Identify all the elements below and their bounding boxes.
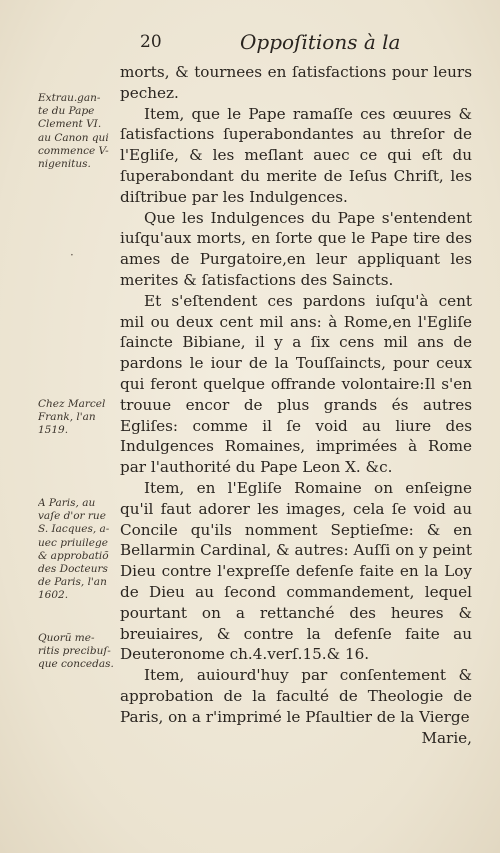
margin-note-marcel-frank (38, 398, 122, 438)
paragraph-3: Que les Indulgences du Pape s'entendent iuſqu'aux morts, en ſorte que le Pape tire des ames de Purgatoire,en leur appliquant les merites & ſatisfactions des Saincts. (120, 208, 472, 289)
paragraph-4: Et s'eſtendent ces pardons iuſqu'à cent mil ou deux cent mil ans: à Rome,en l'Egliſe ſaincte Bibiane, il y a ſix cens mil ans de pardons le iour de la Touſſaincts, pour ceux qui feront quelque offrande volontaire:Il s'en trouue encor de plus grands és autres Egliſes: comme il ſe void au liure des Indulgences Romaines, imprimées à Rome par l'authorité du Pape Leon X. &c. (120, 291, 472, 477)
paragraph-1: morts, & tournees en ſatisfactions pour leurs pechez. (120, 63, 472, 102)
margin-line: que concedas. (38, 658, 114, 671)
margin-note-paris (38, 497, 122, 603)
margin-note-quorum (38, 632, 122, 672)
running-head: Oppoſitions à la (240, 30, 401, 54)
margin-line: S. Iacques, a- (38, 523, 110, 536)
paragraph-2: Item, que le Pape ramaſſe ces œuures & ſatisfactions ſuperabondantes au threſor de l'Egliſe, & les meſlant auec ce qui eſt du ſuperabondant du merite de Ieſus Chriſt, les diſtribue par les Indulgences. (120, 104, 472, 206)
margin-line: de Paris, l'an (38, 576, 107, 589)
margin-line: te du Pape (38, 105, 95, 118)
margin-line: vaſe d'or rue (38, 510, 106, 523)
margin-line: 1602. (38, 589, 69, 602)
margin-line: Chez Marcel (38, 398, 106, 410)
margin-line: Extrau.gan- (38, 92, 101, 104)
margin-line: A Paris, au (38, 497, 96, 509)
margin-line: Quorũ me- (38, 632, 95, 644)
paragraph-6: Item, auiourd'huy par conſentement & approbation de la faculté de Theologie de Paris, on a r'imprimé le Pſaultier de la Vierge (120, 666, 472, 726)
body-text (120, 62, 472, 748)
margin-line: nigenitus. (38, 158, 91, 171)
margin-line: uec priuilege (38, 536, 108, 549)
margin-line: ritis precibuſ- (38, 645, 111, 658)
margin-line: Frank, l'an (38, 411, 96, 424)
margin-line: au Canon qui (38, 131, 109, 144)
margin-note-extravagante (38, 92, 122, 171)
margin-line: 1519. (38, 424, 69, 437)
margin-line: & approbatiõ (38, 549, 109, 562)
margin-mark: · (70, 248, 74, 262)
margin-line: des Docteurs (38, 563, 108, 576)
margin-line: Clement VI. (38, 118, 102, 131)
margin-line: commence V- (38, 144, 109, 157)
page-number: 20 (140, 32, 162, 52)
paragraph-5: Item, en l'Egliſe Romaine on enſeigne qu'il faut adorer les images, cela ſe void au Concile qu'ils nomment Septieſme: & en Bellarmin Cardinal, & autres: Auſſi on y peint Dieu contre l'expreſſe defenſe faite en la Loy de Dieu au ſecond commandement, lequel pourtant on a rettanché des heures & breuiaires, & contre la defenſe faite au Deuteronome ch.4.verſ.15.& 16. (120, 478, 472, 664)
catchword: Marie, (421, 728, 472, 747)
